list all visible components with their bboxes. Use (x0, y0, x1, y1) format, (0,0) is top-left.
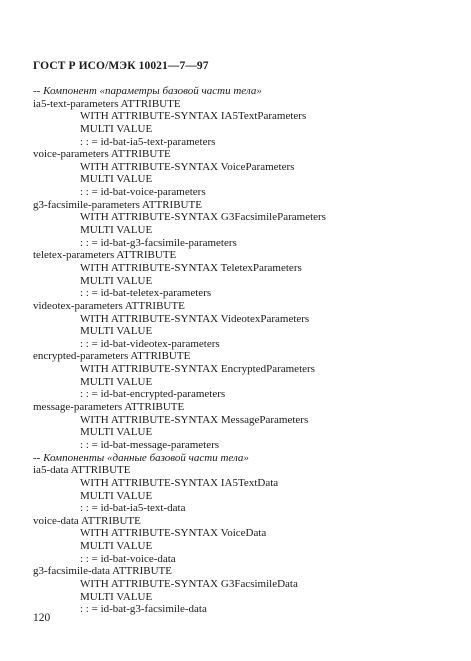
definition-detail-line: WITH ATTRIBUTE-SYNTAX IA5TextData (80, 476, 279, 489)
attribute-declaration-line: message-parameters ATTRIBUTE (33, 401, 185, 414)
definition-detail-line: WITH ATTRIBUTE-SYNTAX VideotexParameters (80, 312, 310, 325)
definition-detail-line: WITH ATTRIBUTE-SYNTAX MessageParameters (80, 413, 309, 426)
attribute-declaration-line: ia5-text-parameters ATTRIBUTE (33, 97, 181, 110)
definition-detail-line: WITH ATTRIBUTE-SYNTAX TeletexParameters (80, 261, 302, 274)
definition-detail-line: MULTI VALUE (80, 325, 153, 338)
attribute-declaration-line: g3-facsimile-data ATTRIBUTE (33, 565, 172, 578)
definition-detail-line: MULTI VALUE (80, 540, 153, 553)
definition-detail-line: WITH ATTRIBUTE-SYNTAX G3FacsimileData (80, 577, 298, 590)
definition-detail-line: MULTI VALUE (80, 122, 153, 135)
definition-detail-line: : : = id-bat-message-parameters (80, 438, 220, 451)
asn1-definitions-block (33, 85, 453, 616)
definition-detail-line: MULTI VALUE (80, 489, 153, 502)
attribute-declaration-line: g3-facsimile-parameters ATTRIBUTE (33, 198, 202, 211)
definition-detail-line: WITH ATTRIBUTE-SYNTAX IA5TextParameters (80, 110, 307, 123)
definition-detail-line: : : = id-bat-ia5-text-data (80, 502, 186, 515)
definition-detail-line: MULTI VALUE (80, 426, 153, 439)
definition-detail-line: WITH ATTRIBUTE-SYNTAX VoiceData (80, 527, 267, 540)
definition-detail-line: : : = id-bat-voice-parameters (80, 186, 206, 199)
attribute-declaration-line: ia5-data ATTRIBUTE (33, 464, 131, 477)
definition-detail-line: WITH ATTRIBUTE-SYNTAX G3FacsimileParameters (80, 211, 326, 224)
definition-detail-line: WITH ATTRIBUTE-SYNTAX VoiceParameters (80, 160, 295, 173)
definition-detail-line: : : = id-bat-ia5-text-parameters (80, 135, 216, 148)
comment-line: -- Компоненты «данные базовой части тела» (33, 451, 249, 464)
definition-detail-line: MULTI VALUE (80, 590, 153, 603)
definition-detail-line: : : = id-bat-encrypted-parameters (80, 388, 226, 401)
attribute-declaration-line: voice-data ATTRIBUTE (33, 514, 141, 527)
definition-detail-line: WITH ATTRIBUTE-SYNTAX EncryptedParameters (80, 363, 315, 376)
definition-detail-line: : : = id-bat-voice-data (80, 552, 176, 565)
definition-detail-line: MULTI VALUE (80, 274, 153, 287)
definition-detail-line: : : = id-bat-g3-facsimile-data (80, 603, 207, 616)
page-header-title: ГОСТ Р ИСО/МЭК 10021—7—97 (33, 60, 209, 72)
definition-detail-line: MULTI VALUE (80, 173, 153, 186)
attribute-declaration-line: videotex-parameters ATTRIBUTE (33, 299, 185, 312)
comment-line: -- Компонент «параметры базовой части тела» (33, 85, 262, 97)
definition-detail-line: : : = id-bat-g3-facsimile-parameters (80, 236, 237, 249)
definition-detail-line: MULTI VALUE (80, 224, 153, 237)
attribute-declaration-line: voice-parameters ATTRIBUTE (33, 148, 171, 161)
attribute-declaration-line: encrypted-parameters ATTRIBUTE (33, 350, 191, 363)
attribute-declaration-line: teletex-parameters ATTRIBUTE (33, 249, 177, 262)
definition-detail-line: : : = id-bat-teletex-parameters (80, 287, 212, 300)
definition-detail-line: : : = id-bat-videotex-parameters (80, 337, 220, 350)
definition-detail-line: MULTI VALUE (80, 375, 153, 388)
page-number: 120 (33, 612, 51, 624)
